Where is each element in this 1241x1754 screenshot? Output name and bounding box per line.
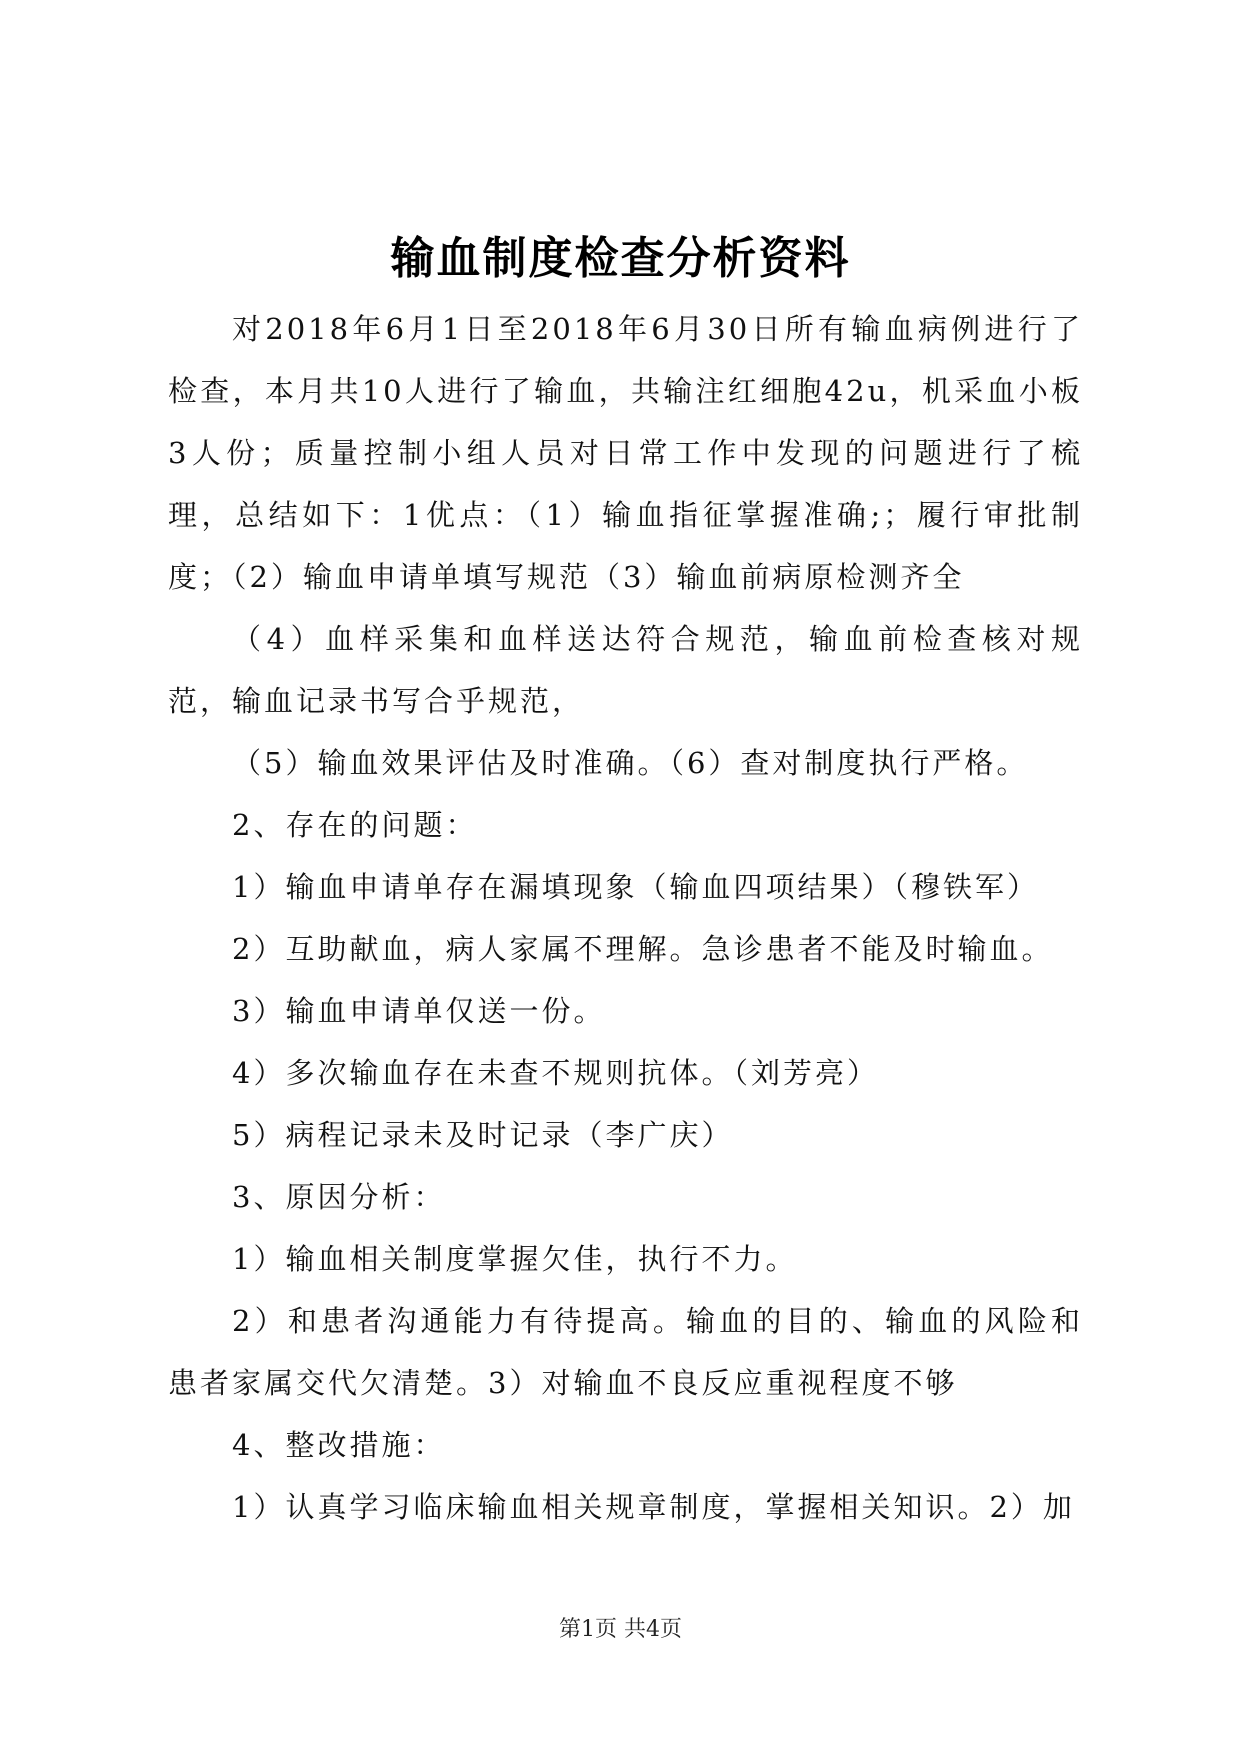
list-item: 1）输血相关制度掌握欠佳，执行不力。: [232, 1242, 798, 1276]
list-item: 2）和患者沟通能力有待提高。输血的目的、输血的风险和患者家属交代欠清楚。3）对输血不良反应重视程度不够: [168, 1304, 1083, 1400]
paragraph-intro: 对2018年6月1日至2018年6月30日所有输血病例进行了检查，本月共10人进行了输血，共输注红细胞42u，机采血小板3人份；质量控制小组人员对日常工作中发现的问题进行了梳理，总结如下：1优点：（1）输血指征掌握准确;；履行审批制度；（2）输血申请单填写规范（3）输血前病原检测齐全: [168, 312, 1083, 594]
paragraph-merit-5-6: （5）输血效果评估及时准确。（6）查对制度执行严格。: [232, 746, 1029, 780]
section-heading-problems: 2、存在的问题：: [232, 808, 478, 842]
list-item: 4）多次输血存在未查不规则抗体。（刘芳亮）: [232, 1056, 879, 1090]
list-item: 1）认真学习临床输血相关规章制度，掌握相关知识。2）加: [232, 1490, 1075, 1524]
paragraph-merit-4: （4）血样采集和血样送达符合规范，输血前检查核对规范，输血记录书写合乎规范，: [168, 622, 1083, 718]
list-item: 3）输血申请单仅送一份。: [232, 994, 606, 1028]
document-title: 输血制度检查分析资料: [390, 233, 851, 284]
list-item: 5）病程记录未及时记录（李广庆）: [232, 1118, 734, 1152]
list-item: 1）输血申请单存在漏填现象（输血四项结果）（穆铁军）: [232, 870, 1039, 904]
section-heading-causes: 3、原因分析：: [232, 1180, 446, 1214]
section-heading-measures: 4、整改措施：: [232, 1428, 446, 1462]
list-item: 2）互助献血，病人家属不理解。急诊患者不能及时输血。: [232, 932, 1054, 966]
document-body: [168, 298, 1083, 1538]
page-number-footer: 第1页 共4页: [559, 1617, 682, 1642]
